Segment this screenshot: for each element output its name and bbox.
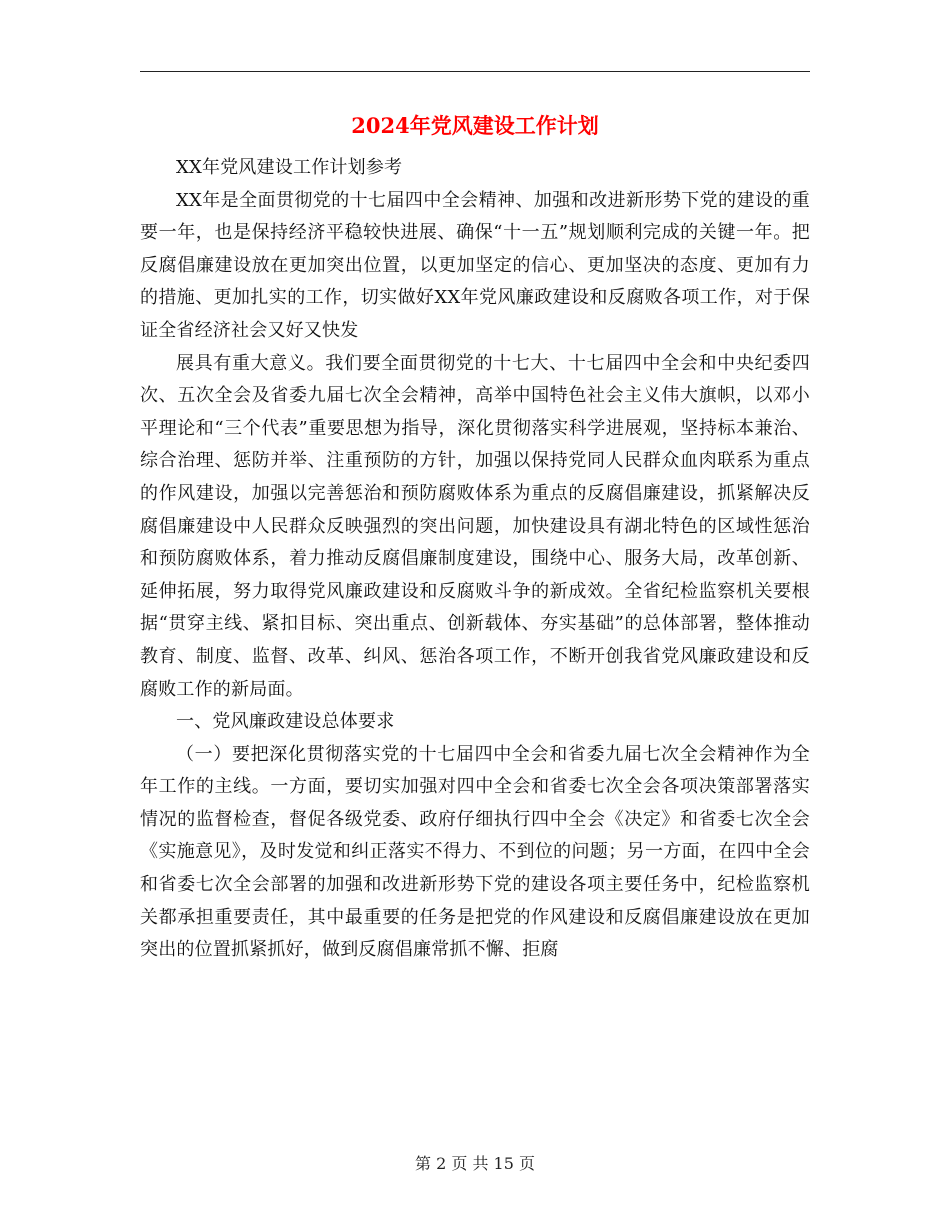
document-title: 2024年党风建设工作计划: [351, 113, 599, 138]
paragraph: 展具有重大意义。我们要全面贯彻党的十七大、十七届四中全会和中央纪委四次、五次全会及省委九届七次全会精神，高举中国特色社会主义伟大旗帜，以邓小平理论和“三个代表”重要思想为指导，深化贯彻落实科学进展观，坚持标本兼治、综合治理、惩防并举、注重预防的方针，加强以保持党同人民群众血肉联系为重点的作风建设，加强以完善惩治和预防腐败体系为重点的反腐倡廉建设，抓紧解决反腐倡廉建设中人民群众反映强烈的突出问题，加快建设具有湖北特色的区域性惩治和预防腐败体系，着力推动反腐倡廉制度建设，围绕中心、服务大局，改革创新、延伸拓展，努力取得党风廉政建设和反腐败斗争的新成效。全省纪检监察机关要根据“贯穿主线、紧扣目标、突出重点、创新载体、夯实基础”的总体部署，整体推动教育、制度、监督、改革、纠风、惩治各项工作，不断开创我省党风廉政建设和反腐败工作的新局面。: [140, 352, 810, 700]
paragraph: （一）要把深化贯彻落实党的十七届四中全会和省委九届七次全会精神作为全年工作的主线。一方面，要切实加强对四中全会和省委七次全会各项决策部署落实情况的监督检查，督促各级党委、政府仔细执行四中全会《决定》和省委七次全会《实施意见》，及时发觉和纠正落实不得力、不到位的问题；另一方面，在四中全会和省委七次全会部署的加强和改进新形势下党的建设各项主要任务中，纪检监察机关都承担重要责任，其中最重要的任务是把党的作风建设和反腐倡廉建设放在更加突出的位置抓紧抓好，做到反腐倡廉常抓不懈、拒腐: [140, 743, 810, 961]
paragraph: XX年是全面贯彻党的十七届四中全会精神、加强和改进新形势下党的建设的重要一年，也是保持经济平稳较快进展、确保“十一五”规划顺利完成的关键一年。把反腐倡廉建设放在更加突出位置，以更加坚定的信心、更加坚决的态度、更加有力的措施、更加扎实的工作，切实做好XX年党风廉政建设和反腐败各项工作，对于保证全省经济社会又好又快发: [140, 189, 810, 341]
paragraph-subtitle: XX年党风建设工作计划参考: [176, 157, 403, 178]
page-number: 第 2 页 共 15 页: [415, 1154, 535, 1173]
document-body: [140, 152, 810, 967]
header-rule: [140, 71, 810, 72]
section-heading: 一、党风廉政建设总体要求: [176, 711, 395, 733]
